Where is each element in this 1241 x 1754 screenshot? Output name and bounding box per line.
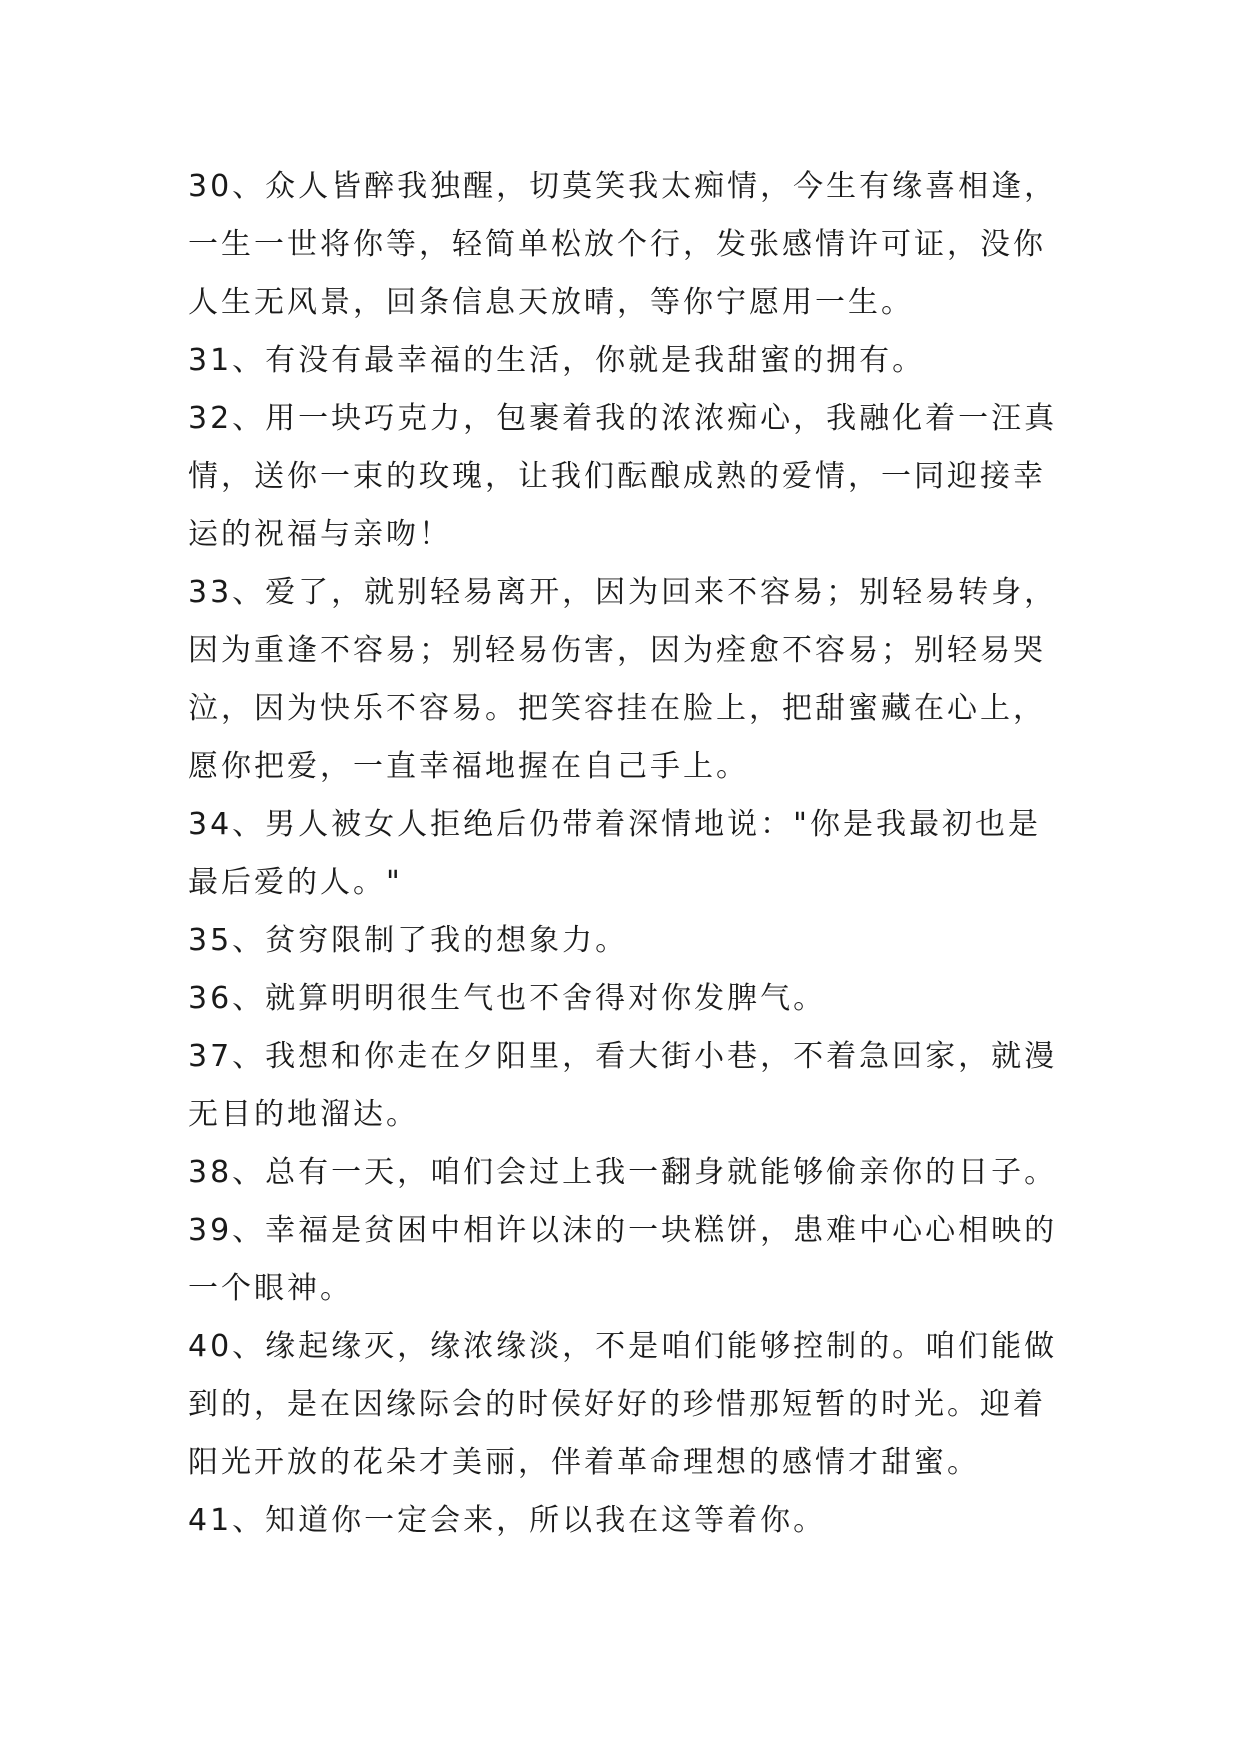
text-line: 泣，因为快乐不容易。把笑容挂在脸上，把甜蜜藏在心上， xyxy=(188,691,1046,726)
text-line: 35、贫穷限制了我的想象力。 xyxy=(188,923,629,958)
text-line: 39、幸福是贫困中相许以沫的一块糕饼，患难中心心相映的 xyxy=(188,1213,1058,1248)
document-body xyxy=(188,158,1068,1550)
text-line: 一个眼神。 xyxy=(188,1271,353,1306)
text-line: 41、知道你一定会来，所以我在这等着你。 xyxy=(188,1503,827,1538)
text-line: 因为重逢不容易；别轻易伤害，因为痊愈不容易；别轻易哭 xyxy=(188,633,1046,668)
text-line: 无目的地溜达。 xyxy=(188,1097,419,1132)
text-line: 34、男人被女人拒绝后仍带着深情地说："你是我最初也是 xyxy=(188,807,1041,842)
text-line: 到的，是在因缘际会的时侯好好的珍惜那短暂的时光。迎着 xyxy=(188,1387,1046,1422)
text-line: 运的祝福与亲吻！ xyxy=(188,517,452,552)
text-line: 一生一世将你等，轻简单松放个行，发张感情许可证，没你 xyxy=(188,227,1046,262)
text-line: 36、就算明明很生气也不舍得对你发脾气。 xyxy=(188,981,827,1016)
text-line: 情，送你一束的玫瑰，让我们酝酿成熟的爱情，一同迎接幸 xyxy=(188,459,1046,494)
text-line: 40、缘起缘灭，缘浓缘淡，不是咱们能够控制的。咱们能做 xyxy=(188,1329,1058,1364)
text-line: 人生无风景，回条信息天放晴，等你宁愿用一生。 xyxy=(188,285,914,320)
text-line: 37、我想和你走在夕阳里，看大街小巷，不着急回家，就漫 xyxy=(188,1039,1058,1074)
text-line: 38、总有一天，咱们会过上我一翻身就能够偷亲你的日子。 xyxy=(188,1155,1058,1190)
text-line: 33、爱了，就别轻易离开，因为回来不容易；别轻易转身， xyxy=(188,575,1058,610)
text-line: 32、用一块巧克力，包裹着我的浓浓痴心，我融化着一汪真 xyxy=(188,401,1058,436)
text-line: 愿你把爱，一直幸福地握在自己手上。 xyxy=(188,749,749,784)
text-line: 阳光开放的花朵才美丽，伴着革命理想的感情才甜蜜。 xyxy=(188,1445,980,1480)
text-line: 30、众人皆醉我独醒，切莫笑我太痴情，今生有缘喜相逢， xyxy=(188,169,1058,204)
text-line: 31、有没有最幸福的生活，你就是我甜蜜的拥有。 xyxy=(188,343,926,378)
text-line: 最后爱的人。" xyxy=(188,865,403,900)
